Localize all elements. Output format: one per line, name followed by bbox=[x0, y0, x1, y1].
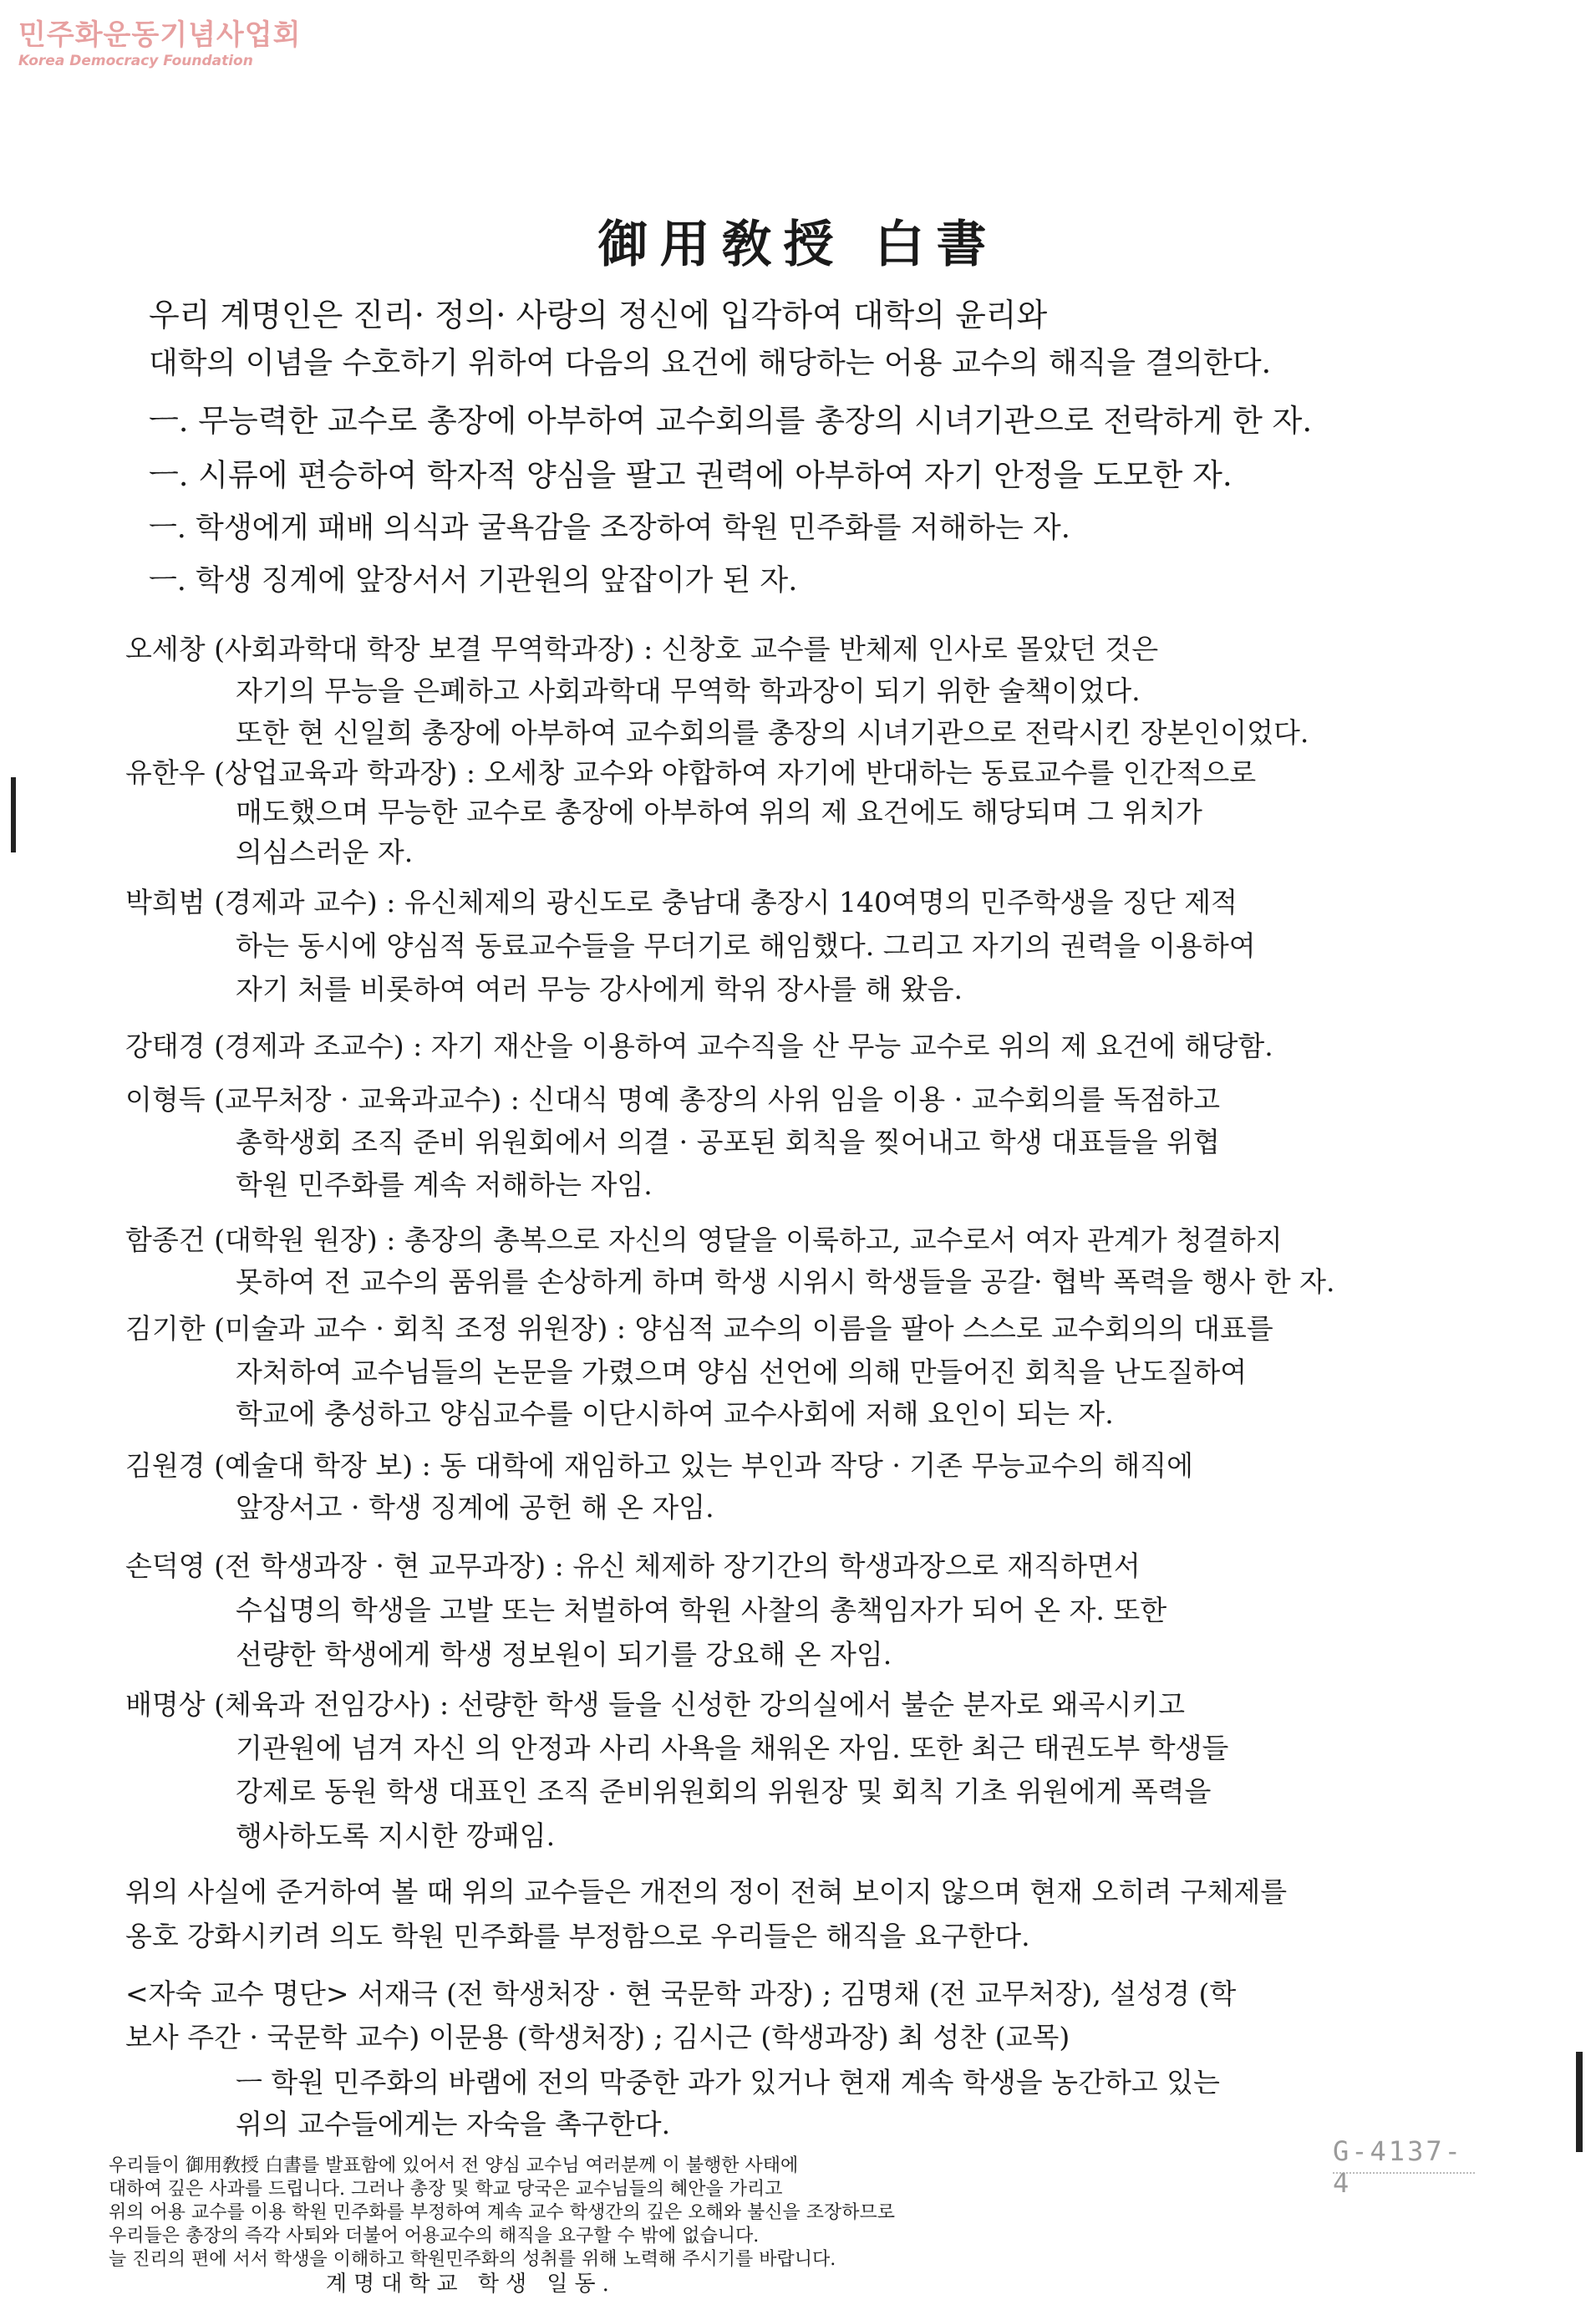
archive-stamp: G-4137-4 bbox=[1333, 2135, 1475, 2174]
criteria-item: ㅡ. 무능력한 교수로 총장에 아부하여 교수회의를 총장의 시녀기관으로 전락하게 한 자. bbox=[149, 403, 1313, 439]
scan-artifact-icon bbox=[1571, 2052, 1588, 2152]
professor-entry: 함종건 (대학원 원장) : 총장의 총복으로 자신의 영달을 이룩하고, 교수로서 여자 관계가 청결하지 bbox=[125, 1224, 1283, 1256]
professor-entry-text: 의심스러운 자. bbox=[236, 836, 414, 868]
intro-line: 우리 계명인은 진리· 정의· 사랑의 정신에 입각하여 대학의 윤리와 bbox=[149, 297, 1048, 333]
watermark-english: Korea Democracy Foundation bbox=[18, 53, 253, 69]
self-reflection-list: 보사 주간 · 국문학 교수) 이문용 (학생처장) ; 김시근 (학생과장) 최 성찬 (교목) bbox=[125, 2021, 1070, 2053]
professor-entry: 유한우 (상업교육과 학과장) : 오세창 교수와 야합하여 자기에 반대하는 동료교수를 인간적으로 bbox=[125, 756, 1257, 789]
self-reflection-list: <자숙 교수 명단> 서재극 (전 학생처장 · 현 국문학 과장) ; 김명채 (전 교무처장), 설성경 (학 bbox=[125, 1977, 1237, 2010]
professor-entry: 김기한 (미술과 교수 · 회칙 조정 위원장) : 양심적 교수의 이름을 팔아 스스로 교수회의의 대표를 bbox=[125, 1312, 1273, 1345]
professor-entry-text: 자기의 무능을 은폐하고 사회과학대 무역학 학과장이 되기 위한 술책이었다. bbox=[236, 674, 1141, 707]
apology-line: 대하여 깊은 사과를 드립니다. 그러나 총장 및 학교 당국은 교수님들의 혜안을 가리고 bbox=[109, 2179, 783, 2200]
professor-entry: 김원경 (예술대 학장 보) : 동 대학에 재임하고 있는 부인과 작당 · 기존 무능교수의 해직에 bbox=[125, 1449, 1194, 1482]
professor-entry: 이형득 (교무처장 · 교육과교수) : 신대식 명예 총장의 사위 임을 이용 · 교수회의를 독점하고 bbox=[125, 1083, 1220, 1116]
criteria-item: ㅡ. 학생에게 패배 의식과 굴욕감을 조장하여 학원 민주화를 저해하는 자. bbox=[149, 511, 1070, 545]
document-title: 御用敎授 白書 bbox=[597, 216, 999, 274]
watermark-logo bbox=[18, 18, 319, 77]
signature: 계명대학교 학생 일동. bbox=[326, 2272, 616, 2297]
watermark-korean: 민주화운동기념사업회 bbox=[18, 18, 302, 52]
professor-entry-text: 학원 민주화를 계속 저해하는 자임. bbox=[236, 1168, 653, 1201]
professor-entry-text: 매도했으며 무능한 교수로 총장에 아부하여 위의 제 요건에도 해당되며 그 위치가 bbox=[236, 796, 1202, 828]
professor-entry: 오세창 (사회과학대 학장 보결 무역학과장) : 신창호 교수를 반체제 인사로 몰았던 것은 bbox=[125, 633, 1159, 665]
intro-line: 대학의 이념을 수호하기 위하여 다음의 요건에 해당하는 어용 교수의 해직을 결의한다. bbox=[149, 346, 1272, 380]
scan-artifact-icon bbox=[8, 777, 20, 852]
conclusion-line: 위의 사실에 준거하여 볼 때 위의 교수들은 개전의 정이 전혀 보이지 않으며 현재 오히려 구체제를 bbox=[125, 1875, 1288, 1908]
conclusion-line: 옹호 강화시키려 의도 학원 민주화를 부정함으로 우리들은 해직을 요구한다. bbox=[125, 1920, 1030, 1952]
professor-entry-text: 하는 동시에 양심적 동료교수들을 무더기로 해임했다. 그리고 자기의 권력을 이용하여 bbox=[236, 929, 1256, 962]
criteria-item: ㅡ. 시류에 편승하여 학자적 양심을 팔고 권력에 아부하여 자기 안정을 도모한 자. bbox=[149, 457, 1233, 493]
apology-line: 우리들이 御用敎授 白書를 발표함에 있어서 전 양심 교수님 여러분께 이 불행한 사태에 bbox=[109, 2155, 799, 2176]
professor-entry-text: 기관원에 넘겨 자신 의 안정과 사리 사욕을 채워온 자임. 또한 최근 태권도부 학생들 bbox=[236, 1732, 1229, 1764]
professor-entry: 손덕영 (전 학생과장 · 현 교무과장) : 유신 체제하 장기간의 학생과장으로 재직하면서 bbox=[125, 1549, 1141, 1582]
professor-entry: 배명상 (체육과 전임강사) : 선량한 학생 들을 신성한 강의실에서 불순 분자로 왜곡시키고 bbox=[125, 1688, 1185, 1721]
professor-entry-text: 자처하여 교수님들의 논문을 가렸으며 양심 선언에 의해 만들어진 회칙을 난도질하여 bbox=[236, 1356, 1248, 1388]
professor-entry-text: 앞장서고 · 학생 징계에 공헌 해 온 자임. bbox=[236, 1491, 714, 1524]
apology-line: 위의 어용 교수를 이용 학원 민주화를 부정하여 계속 교수 학생간의 깊은 오해와 불신을 조장하므로 bbox=[109, 2202, 895, 2223]
self-reflection-note: ㅡ 학원 민주화의 바램에 전의 막중한 과가 있거나 현재 계속 학생을 농간하고 있는 bbox=[236, 2066, 1220, 2099]
apology-line: 우리들은 총장의 즉각 사퇴와 더불어 어용교수의 해직을 요구할 수 밖에 없습니다. bbox=[109, 2226, 760, 2246]
professor-entry-text: 자기 처를 비롯하여 여러 무능 강사에게 학위 장사를 해 왔음. bbox=[236, 973, 963, 1005]
professor-entry-text: 총학생회 조직 준비 위원회에서 의결 · 공포된 회칙을 찢어내고 학생 대표들을 위협 bbox=[236, 1126, 1220, 1158]
professor-entry: 박희범 (경제과 교수) : 유신체제의 광신도로 충남대 총장시 140여명의 민주학생을 징단 제적 bbox=[125, 886, 1238, 918]
professor-entry-text: 강제로 동원 학생 대표인 조직 준비위원회의 위원장 및 회칙 기초 위원에게 폭력을 bbox=[236, 1775, 1212, 1808]
criteria-item: ㅡ. 학생 징계에 앞장서서 기관원의 앞잡이가 된 자. bbox=[149, 564, 798, 598]
professor-entry-text: 또한 현 신일희 총장에 아부하여 교수회의를 총장의 시녀기관으로 전락시킨 장본인이었다. bbox=[236, 716, 1309, 749]
self-reflection-note: 위의 교수들에게는 자숙을 촉구한다. bbox=[236, 2108, 671, 2140]
professor-entry-text: 수십명의 학생을 고발 또는 처벌하여 학원 사찰의 총책임자가 되어 온 자. 또한 bbox=[236, 1594, 1167, 1626]
professor-entry: 강태경 (경제과 조교수) : 자기 재산을 이용하여 교수직을 산 무능 교수로 위의 제 요건에 해당함. bbox=[125, 1030, 1273, 1062]
apology-section bbox=[109, 2155, 1295, 2297]
professor-entry-text: 학교에 충성하고 양심교수를 이단시하여 교수사회에 저해 요인이 되는 자. bbox=[236, 1397, 1114, 1430]
professor-entry-text: 행사하도록 지시한 깡패임. bbox=[236, 1819, 556, 1852]
professor-entry-text: 선량한 학생에게 학생 정보원이 되기를 강요해 온 자임. bbox=[236, 1638, 892, 1671]
apology-line: 늘 진리의 편에 서서 학생을 이해하고 학원민주화의 성취를 위해 노력해 주시기를 바랍니다. bbox=[109, 2249, 836, 2270]
professor-entry-text: 못하여 전 교수의 품위를 손상하게 하며 학생 시위시 학생들을 공갈· 협박 폭력을 행사 한 자. bbox=[236, 1265, 1335, 1298]
